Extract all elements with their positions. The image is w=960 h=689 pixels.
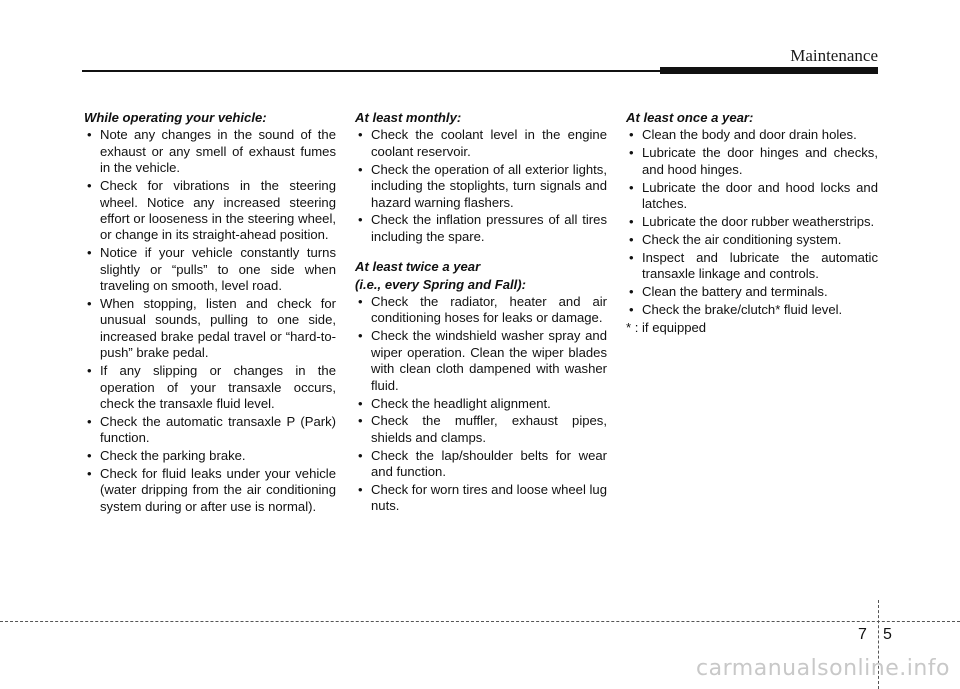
- footnote: * : if equipped: [626, 320, 707, 336]
- section-heading: At least once a year:: [626, 110, 754, 125]
- section-heading-sub: (i.e., every Spring and Fall):: [355, 276, 526, 292]
- list-item: • Lubricate the door and hood locks and latches.: [626, 180, 878, 213]
- list-item: • Check for worn tires and loose wheel lug nuts.: [355, 482, 607, 515]
- section-heading: At least monthly:: [355, 110, 462, 125]
- list-item: • Check the coolant level in the engine coolant reservoir.: [355, 127, 607, 160]
- list-item: • Lubricate the door hinges and checks, and hood hinges.: [626, 145, 878, 178]
- list-item: • Check the muffler, exhaust pipes, shields and clamps.: [355, 413, 607, 446]
- header-rule-thick: [660, 67, 878, 74]
- header-title: Maintenance: [790, 46, 878, 65]
- footer-divider: [0, 621, 960, 622]
- list-item: • Check the headlight alignment.: [355, 396, 607, 412]
- list-item: • Check for fluid leaks under your vehicle (water dripping from the air conditioning system during or after use is normal).: [84, 466, 336, 515]
- list-item: • Check the brake/clutch* fluid level.: [626, 302, 878, 318]
- section-heading: While operating your vehicle:: [84, 110, 267, 125]
- list-item: • Clean the body and door drain holes.: [626, 127, 878, 143]
- watermark: carmanualsonline.info: [696, 656, 950, 681]
- list-item: • Check the inflation pressures of all tires including the spare.: [355, 212, 607, 245]
- list-item: • Check the automatic transaxle P (Park) function.: [84, 414, 336, 447]
- list-item: • Check the lap/shoulder belts for wear and function.: [355, 448, 607, 481]
- page-chapter-number: 7: [858, 626, 867, 643]
- page-number: 5: [883, 626, 892, 643]
- header-rule-thin: [82, 70, 662, 72]
- list-item: • Lubricate the door rubber weatherstrips.: [626, 214, 878, 230]
- checklist: [355, 127, 607, 245]
- section-heading: At least twice a year: [355, 259, 481, 275]
- list-item: • Notice if your vehicle constantly turns slightly or “pulls” to one side when traveling on smooth, level road.: [84, 245, 336, 294]
- column-operating: [84, 110, 336, 517]
- list-item: • When stopping, listen and check for unusual sounds, pulling to one side, increased brake pedal travel or “hard-to-push” brake pedal.: [84, 296, 336, 362]
- list-item: • Inspect and lubricate the automatic transaxle linkage and controls.: [626, 250, 878, 283]
- list-item: • Check for vibrations in the steering wheel. Notice any increased steering effort or looseness in the steering wheel, or change in its straight-ahead position.: [84, 178, 336, 244]
- checklist: [626, 127, 878, 318]
- list-item: • Check the radiator, heater and air conditioning hoses for leaks or damage.: [355, 294, 607, 327]
- list-item: • Check the parking brake.: [84, 448, 336, 464]
- column-yearly: [626, 110, 878, 337]
- list-item: • Note any changes in the sound of the exhaust or any smell of exhaust fumes in the vehicle.: [84, 127, 336, 176]
- list-item: • Check the air conditioning system.: [626, 232, 878, 248]
- list-item: • Check the operation of all exterior lights, including the stoplights, turn signals and hazard warning flashers.: [355, 162, 607, 211]
- list-item: • Clean the battery and terminals.: [626, 284, 878, 300]
- list-item: • If any slipping or changes in the operation of your transaxle occurs, check the transaxle fluid level.: [84, 363, 336, 412]
- checklist: [355, 294, 607, 515]
- column-monthly-seasonal: [355, 110, 607, 516]
- checklist: [84, 127, 336, 515]
- list-item: • Check the windshield washer spray and wiper operation. Clean the wiper blades with clean cloth dampened with washer fluid.: [355, 328, 607, 394]
